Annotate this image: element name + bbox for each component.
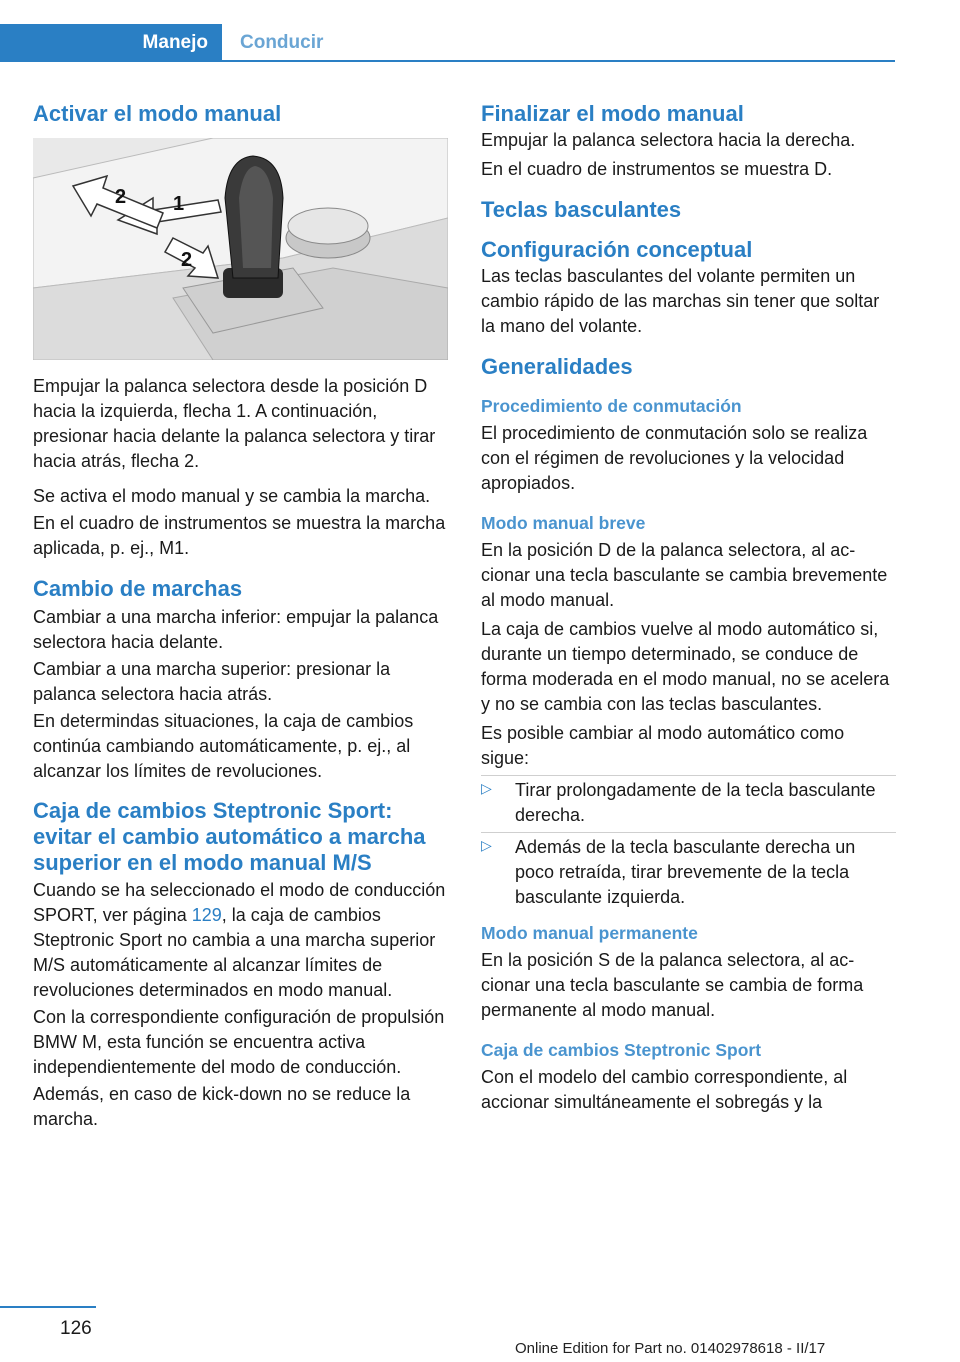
triangle-bullet-icon: ▷ (481, 837, 492, 853)
heading-cambio: Cambio de marchas (33, 576, 243, 601)
paragraph: Con la correspondiente configuración de propulsión BMW M, esta función se encuentra activa independientemente del modo de conducción. (33, 1007, 445, 1077)
arrow1-label: 1 (173, 193, 185, 215)
paragraph-sport (33, 878, 448, 1003)
edition-text: Online Edition for Part no. 01402978618 - II/17 (515, 1340, 826, 1357)
paragraph: Se activa el modo manual y se cambia la marcha. (33, 486, 431, 506)
paragraph: Empujar la palanca selectora desde la posición D hacia la izquierda, flecha 1. A continuación, presionar hacia delante la palanca selectora y tirar hacia atrás, flecha 2. (33, 376, 436, 471)
paragraph: Empujar la palanca selectora hacia la derecha. (481, 130, 856, 150)
paragraph: En el cuadro de instrumentos se muestra la marcha aplicada, p. ej., M1. (33, 513, 446, 558)
paragraph: En el cuadro de instrumentos se muestra D. (481, 159, 833, 179)
paragraph: Con el modelo del cambio correspondiente, al accionar simultáneamente el sobregás y la (481, 1067, 848, 1112)
list-item (481, 832, 896, 910)
header-divider (0, 60, 895, 62)
paragraph: En la posición S de la palanca selectora, al accionar una tecla basculante se cambia de forma permanente al modo manual. (481, 950, 864, 1020)
right-column (481, 100, 896, 1125)
tab-conducir[interactable]: Conducir (240, 32, 324, 53)
paragraph: Cambiar a una marcha superior: presionar la palanca selectora hacia atrás. (33, 659, 391, 704)
heading-activar: Activar el modo manual (33, 101, 282, 126)
paragraph: Además, en caso de kick-down no se reduce la marcha. (33, 1084, 411, 1129)
subheading-sport: Caja de cambios Steptronic Sport (481, 1040, 762, 1060)
heading-teclas: Teclas basculantes (481, 197, 682, 222)
subheading-permanente: Modo manual permanente (481, 923, 698, 943)
triangle-bullet-icon: ▷ (481, 780, 492, 796)
page-number: 126 (60, 1318, 92, 1339)
tab-manejo[interactable]: Manejo (0, 24, 222, 62)
arrow2b-label: 2 (181, 249, 193, 271)
page-link[interactable]: 129 (191, 905, 222, 925)
paragraph: Cambiar a una marcha inferior: empujar la palanca selectora hacia delante. (33, 607, 439, 652)
list-item-text: Tirar prolongadamente de la tecla basculante derecha. (515, 780, 876, 825)
heading-caja-sport: Caja de cambios Steptronic Sport: evitar el cambio automático a marcha superior en el modo manual M/S (33, 798, 426, 875)
left-column (33, 100, 448, 1142)
bullet-list (481, 775, 896, 910)
gear-selector-illustration (33, 138, 448, 360)
paragraph: Las teclas basculantes del volante permiten un cambio rápido de las marchas sin tener que soltar la mano del volante. (481, 266, 880, 336)
subheading-breve: Modo manual breve (481, 513, 646, 533)
list-item (481, 775, 896, 828)
paragraph: En determindas situaciones, la caja de cambios continúa cambiando automáticamente, p. ej., al alcanzar los límites de revoluciones. (33, 711, 414, 781)
text: , la caja de cambios Steptronic Sport no cambia a una marcha superior M/S automáticamente al alcanzar límites de revoluciones determinados en modo manual. (33, 905, 436, 1000)
heading-generalidades: Generalidades (481, 354, 633, 379)
paragraph: El procedimiento de conmutación solo se realiza con el régimen de revoluciones y la velocidad apropiados. (481, 423, 868, 493)
paragraph: En la posición D de la palanca selectora, al accionar una tecla basculante se cambia brevemente al modo manual. (481, 540, 888, 610)
heading-finalizar: Finalizar el modo manual (481, 101, 744, 126)
footer-divider (0, 1306, 96, 1308)
list-item-text: Además de la tecla basculante derecha un poco retraída, tirar brevemente de la tecla basculante izquierda. (515, 837, 856, 907)
paragraph: La caja de cambios vuelve al modo automático si, durante un tiempo determinado, se conduce de forma moderada en el modo manual, no se acelera y no se cambia con las teclas basculantes. (481, 619, 890, 714)
heading-config: Configuración conceptual (481, 237, 753, 262)
arrow2-label: 2 (115, 186, 127, 208)
paragraph: Es posible cambiar al modo automático como sigue: (481, 723, 845, 768)
text: Cuando se ha seleccionado el modo de conducción SPORT, ver página (33, 880, 446, 925)
header-tabs (0, 0, 895, 62)
gear-selector-figure (33, 138, 448, 360)
subheading-procedimiento: Procedimiento de conmutación (481, 396, 742, 416)
